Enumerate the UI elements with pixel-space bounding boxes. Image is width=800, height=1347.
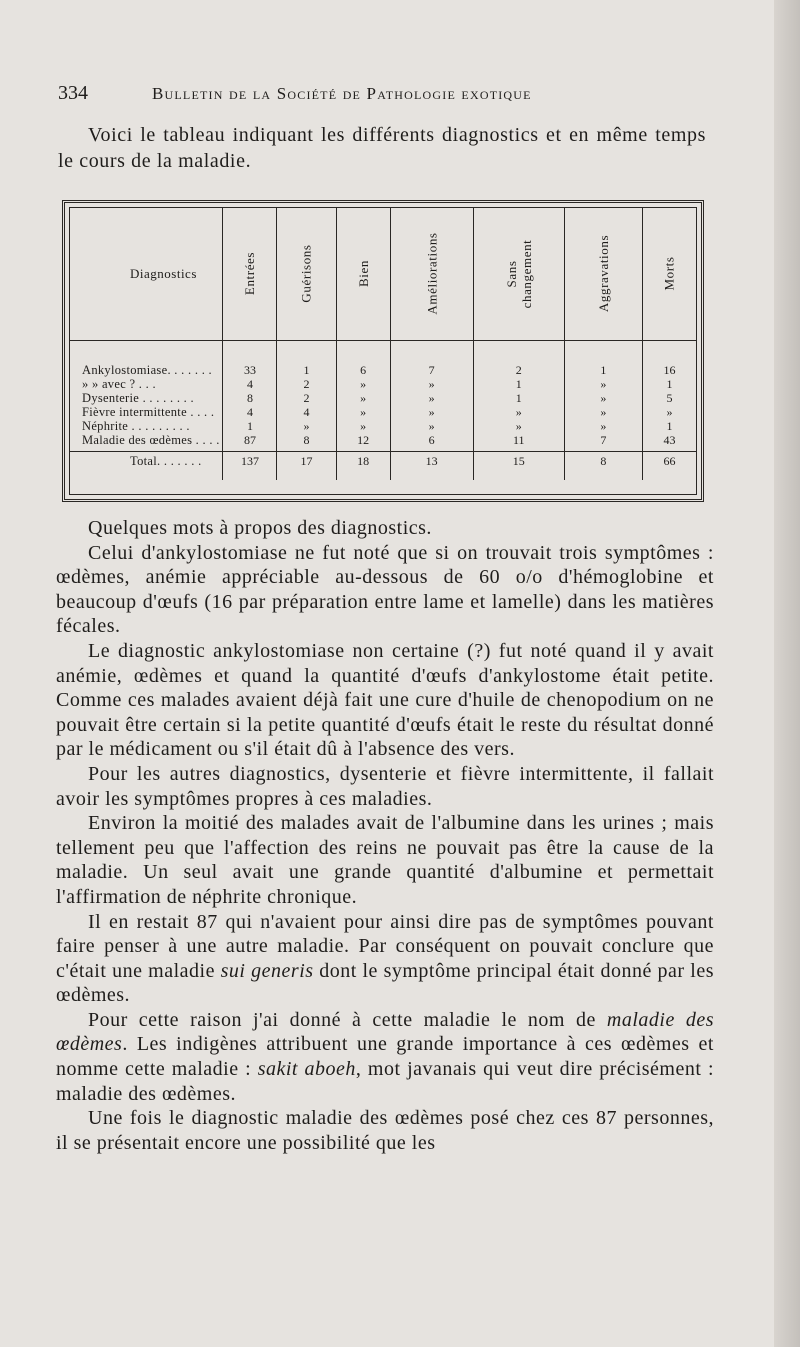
cell-value: 1 xyxy=(277,363,336,377)
cell-value: 8 xyxy=(223,391,277,405)
diagnostics-table-frame xyxy=(62,200,704,502)
cell-value: 1 xyxy=(473,377,564,391)
column-header-guerisons: Guérisons xyxy=(277,208,336,341)
cell-value: 8 xyxy=(277,433,336,447)
table-spacer-row xyxy=(70,341,696,364)
cell-value: 1 xyxy=(223,419,277,433)
body-paragraph: Pour cette raison j'ai donné à cette maladie le nom de maladie des œdèmes. Les indigènes attribuent une grande importance à ces œdèmes et nomme cette maladie : sakit aboeh, mot javanais qui veut dire précisément : maladie des œdèmes. xyxy=(56,1008,715,1105)
table-row xyxy=(70,419,696,433)
cell-value: 4 xyxy=(277,405,336,419)
cell-value: 2 xyxy=(277,391,336,405)
column-header-aggravations: Aggravations xyxy=(564,208,642,341)
cell-value: 17 xyxy=(277,452,336,471)
cell-value: 1 xyxy=(643,419,697,433)
row-label: Ankylostomiase. . . . . . . xyxy=(82,363,212,377)
column-header-morts: Morts xyxy=(643,208,697,341)
table-row xyxy=(70,391,696,405)
body-text xyxy=(56,516,714,1155)
running-title: Bulletin de la Société de Pathologie exotique xyxy=(152,84,532,103)
italic-term: maladie des œdèmes xyxy=(56,1008,715,1056)
diagnostics-table xyxy=(70,208,696,480)
cell-value: 4 xyxy=(223,377,277,391)
cell-value: 1 xyxy=(473,391,564,405)
cell-value: 18 xyxy=(336,452,390,471)
column-header-bien: Bien xyxy=(336,208,390,341)
italic-term: sakit aboeh xyxy=(257,1058,356,1081)
cell-value: » xyxy=(390,391,473,405)
cell-value: 8 xyxy=(564,452,642,471)
body-paragraph: Celui d'ankylostomiase ne fut noté que si on trouvait trois symptômes : œdèmes, anémie appréciable au-dessous de 60 o/o d'hémoglobine et beaucoup d'œufs (16 par préparation entre lame et lamelle) dans les matières fécales. xyxy=(56,541,714,638)
column-header-entrees: Entrées xyxy=(223,208,277,341)
cell-value: » xyxy=(564,391,642,405)
cell-value: 13 xyxy=(390,452,473,471)
column-header-ameliorations: Améliorations xyxy=(390,208,473,341)
cell-value: » xyxy=(336,391,390,405)
cell-value: 1 xyxy=(643,377,697,391)
cell-value: » xyxy=(564,405,642,419)
body-paragraph: Il en restait 87 qui n'avaient pour ainsi dire pas de symptômes pouvant faire penser à une autre maladie. Par conséquent on pouvait conclure que c'était une maladie sui generis dont le symptôme principal était donné par les œdèmes. xyxy=(56,910,714,1007)
column-header-diagnostics: Diagnostics xyxy=(70,208,223,341)
page-edge xyxy=(774,0,800,1347)
row-label: Dysenterie . . . . . . . . xyxy=(82,391,194,405)
cell-value: » xyxy=(564,419,642,433)
table-total-row xyxy=(70,452,696,471)
body-paragraph: Pour les autres diagnostics, dysenterie et fièvre intermittente, il fallait avoir les symptômes propres à ces maladies. xyxy=(56,762,714,810)
cell-value: 1 xyxy=(564,363,642,377)
page-number: 334 xyxy=(58,82,88,104)
cell-value: 2 xyxy=(277,377,336,391)
cell-value: 137 xyxy=(223,452,277,471)
cell-value: 6 xyxy=(336,363,390,377)
cell-value: » xyxy=(390,377,473,391)
cell-value: 7 xyxy=(564,433,642,447)
cell-value: » xyxy=(643,405,697,419)
row-label: Total. . . . . . . xyxy=(70,452,223,471)
intro-paragraph: Voici le tableau indiquant les différents diagnostics et en même temps le cours de la maladie. xyxy=(58,124,706,172)
cell-value: » xyxy=(390,419,473,433)
row-label: » » avec ? . . . xyxy=(82,377,156,391)
cell-value: 2 xyxy=(473,363,564,377)
row-label: Néphrite . . . . . . . . . xyxy=(82,419,190,433)
table-spacer-row xyxy=(70,470,696,480)
cell-value: 11 xyxy=(473,433,564,447)
page-header xyxy=(58,82,718,108)
cell-value: 33 xyxy=(223,363,277,377)
table-body xyxy=(70,341,696,481)
cell-value: 7 xyxy=(390,363,473,377)
cell-value: 12 xyxy=(336,433,390,447)
cell-value: 66 xyxy=(643,452,697,471)
cell-value: » xyxy=(336,377,390,391)
cell-value: 16 xyxy=(643,363,697,377)
table-header-row xyxy=(70,208,696,341)
body-paragraph: Une fois le diagnostic maladie des œdèmes posé chez ces 87 personnes, il se présentait encore une possibilité que les xyxy=(56,1107,714,1154)
table-row xyxy=(70,377,696,391)
body-paragraph: Le diagnostic ankylostomiase non certaine (?) fut noté quand il y avait anémie, œdèmes et quand la quantité d'œufs d'ankylostome était petite. Comme ces malades avaient déjà fait une cure d'huile de chenopodium on ne pouvait être certain si la petite quantité d'œufs était le reste du résultat donné par le médicament ou s'il était dû à l'absence des vers. xyxy=(56,639,714,761)
cell-value: 6 xyxy=(390,433,473,447)
row-label: Fièvre intermittente . . . . xyxy=(82,405,215,419)
cell-value: 43 xyxy=(643,433,697,447)
cell-value: 4 xyxy=(223,405,277,419)
body-paragraph: Quelques mots à propos des diagnostics. xyxy=(88,517,432,539)
cell-value: 87 xyxy=(223,433,277,447)
cell-value: 5 xyxy=(643,391,697,405)
cell-value: » xyxy=(564,377,642,391)
cell-value: » xyxy=(336,405,390,419)
table-row xyxy=(70,363,696,377)
table-row xyxy=(70,405,696,419)
table-inner-border xyxy=(69,207,697,495)
italic-term: sui generis xyxy=(220,959,314,982)
cell-value: 15 xyxy=(473,452,564,471)
row-label: Maladie des œdèmes . . . . xyxy=(82,433,220,447)
cell-value: » xyxy=(473,405,564,419)
cell-value: » xyxy=(277,419,336,433)
column-header-sans-changement: Sans changement xyxy=(473,208,564,341)
table-row xyxy=(70,433,696,447)
cell-value: » xyxy=(390,405,473,419)
cell-value: » xyxy=(336,419,390,433)
body-paragraph: Environ la moitié des malades avait de l'albumine dans les urines ; mais tellement peu que l'affection des reins ne pouvait pas être la cause de la maladie. Un seul avait une grande quantité d'albumine et permettait l'affirmation de néphrite chronique. xyxy=(56,812,714,908)
cell-value: » xyxy=(473,419,564,433)
